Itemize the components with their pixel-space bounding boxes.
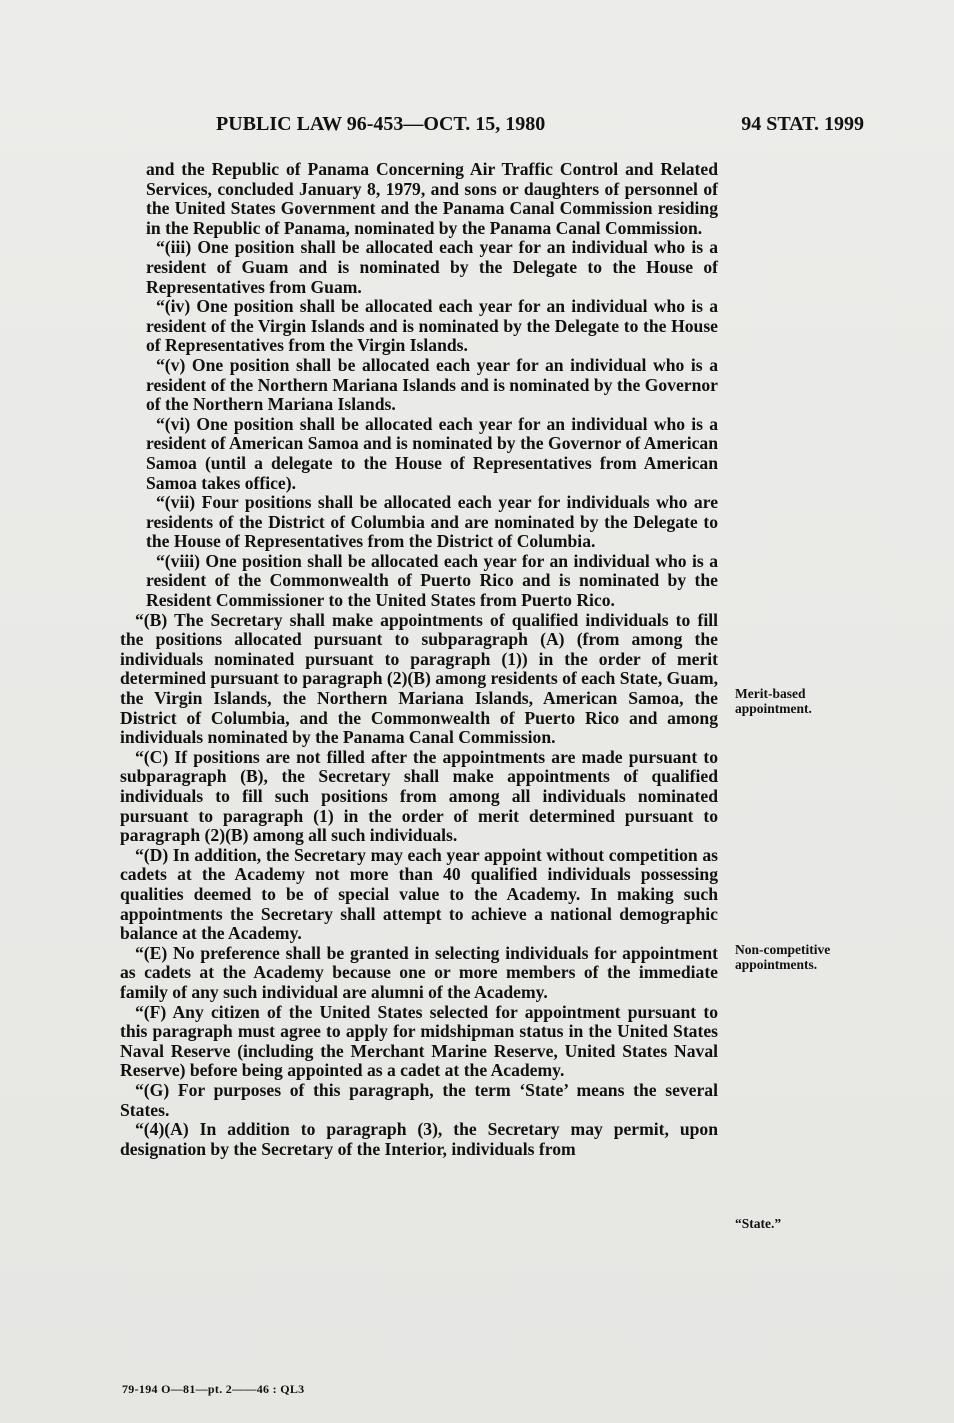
statute-page-number: 94 STAT. 1999 — [741, 113, 864, 135]
subparagraph-c: “(C) If positions are not filled after the appointments are made pursuant to subparagraph (B), the Secretary shall make appointments of qualified individuals to fill such positions from among all individuals nominated pursuant to paragraph (1) in the order of merit determined pursuant to paragraph (2)(B) among all such individuals. — [120, 746, 718, 846]
subparagraph-e: “(E) No preference shall be granted in selecting individuals for appointment as cadets at the Academy because one or more members of the immediate family of any such individual are alumni of the Academy. — [120, 942, 718, 1002]
footer-print-code: 79-194 O—81—pt. 2——46 : QL3 — [122, 1382, 305, 1396]
paragraph-4a: “(4)(A) In addition to paragraph (3), the Secretary may permit, upon designation by the Secretary of the Interior, individuals from — [120, 1119, 718, 1159]
subparagraph-b: “(B) The Secretary shall make appointments of qualified individuals to fill the positions allocated pursuant to subparagraph (A) (from among the individuals nominated pursuant to paragraph (1)) in the order of merit determined pursuant to paragraph (2)(B) among residents of each State, Guam, the Virgin Islands, the Northern Mariana Islands, American Samoa, the District of Columbia, and the Commonwealth of Puerto Rico and among individuals nominated by the Panama Canal Commission. — [120, 609, 718, 748]
public-law-title: PUBLIC LAW 96-453—OCT. 15, 1980 — [216, 113, 546, 135]
paragraph-continuation: and the Republic of Panama Concerning Air Traffic Control and Related Services, concluded January 8, 1979, and sons or daughters of personnel of the United States Government and the Panama Canal Commission residing in the Republic of Panama, nominated by the Panama Canal Commission. — [146, 159, 718, 238]
page-header — [120, 113, 864, 143]
clause-vii: “(vii) Four positions shall be allocated each year for individuals who are residents of the District of Columbia and are nominated by the Delegate to the House of Representatives from the District of Columbia. — [146, 492, 718, 552]
margin-note-merit: Merit-based appointment. — [735, 686, 812, 716]
margin-note-state: “State.” — [735, 1216, 782, 1231]
statute-text — [120, 160, 718, 1159]
subparagraph-d: “(D) In addition, the Secretary may each year appoint without competition as cadets at the Academy not more than 40 qualified individuals possessing qualities deemed to be of special value to the Academy. In making such appointments the Secretary shall attempt to achieve a national demographic balance at the Academy. — [120, 844, 718, 944]
subparagraph-f: “(F) Any citizen of the United States selected for appointment pursuant to this paragraph must agree to apply for midshipman status in the United States Naval Reserve (including the Merchant Marine Reserve, United States Naval Reserve) before being appointed as a cadet at the Academy. — [120, 1001, 718, 1081]
clause-viii: “(viii) One position shall be allocated each year for an individual who is a resident of the Commonwealth of Puerto Rico and is nominated by the Resident Commissioner to the United States from Puerto Rico. — [146, 550, 718, 611]
clause-v: “(v) One position shall be allocated each year for an individual who is a resident of the Northern Mariana Islands and is nominated by the Governor of the Northern Mariana Islands. — [146, 354, 718, 415]
clause-vi: “(vi) One position shall be allocated each year for an individual who is a resident of American Samoa and is nominated by the Governor of American Samoa (until a delegate to the House of Representatives from American Samoa takes office). — [146, 413, 718, 493]
subparagraph-g: “(G) For purposes of this paragraph, the term ‘State’ means the several States. — [120, 1079, 718, 1120]
margin-note-noncompetitive: Non-competitive appointments. — [735, 942, 831, 972]
clause-iv: “(iv) One position shall be allocated each year for an individual who is a resident of the Virgin Islands and is nominated by the Delegate to the House of Representatives from the Virgin Islands. — [146, 296, 718, 356]
clause-iii: “(iii) One position shall be allocated each year for an individual who is a resident of Guam and is nominated by the Delegate to the House of Representatives from Guam. — [146, 237, 718, 297]
